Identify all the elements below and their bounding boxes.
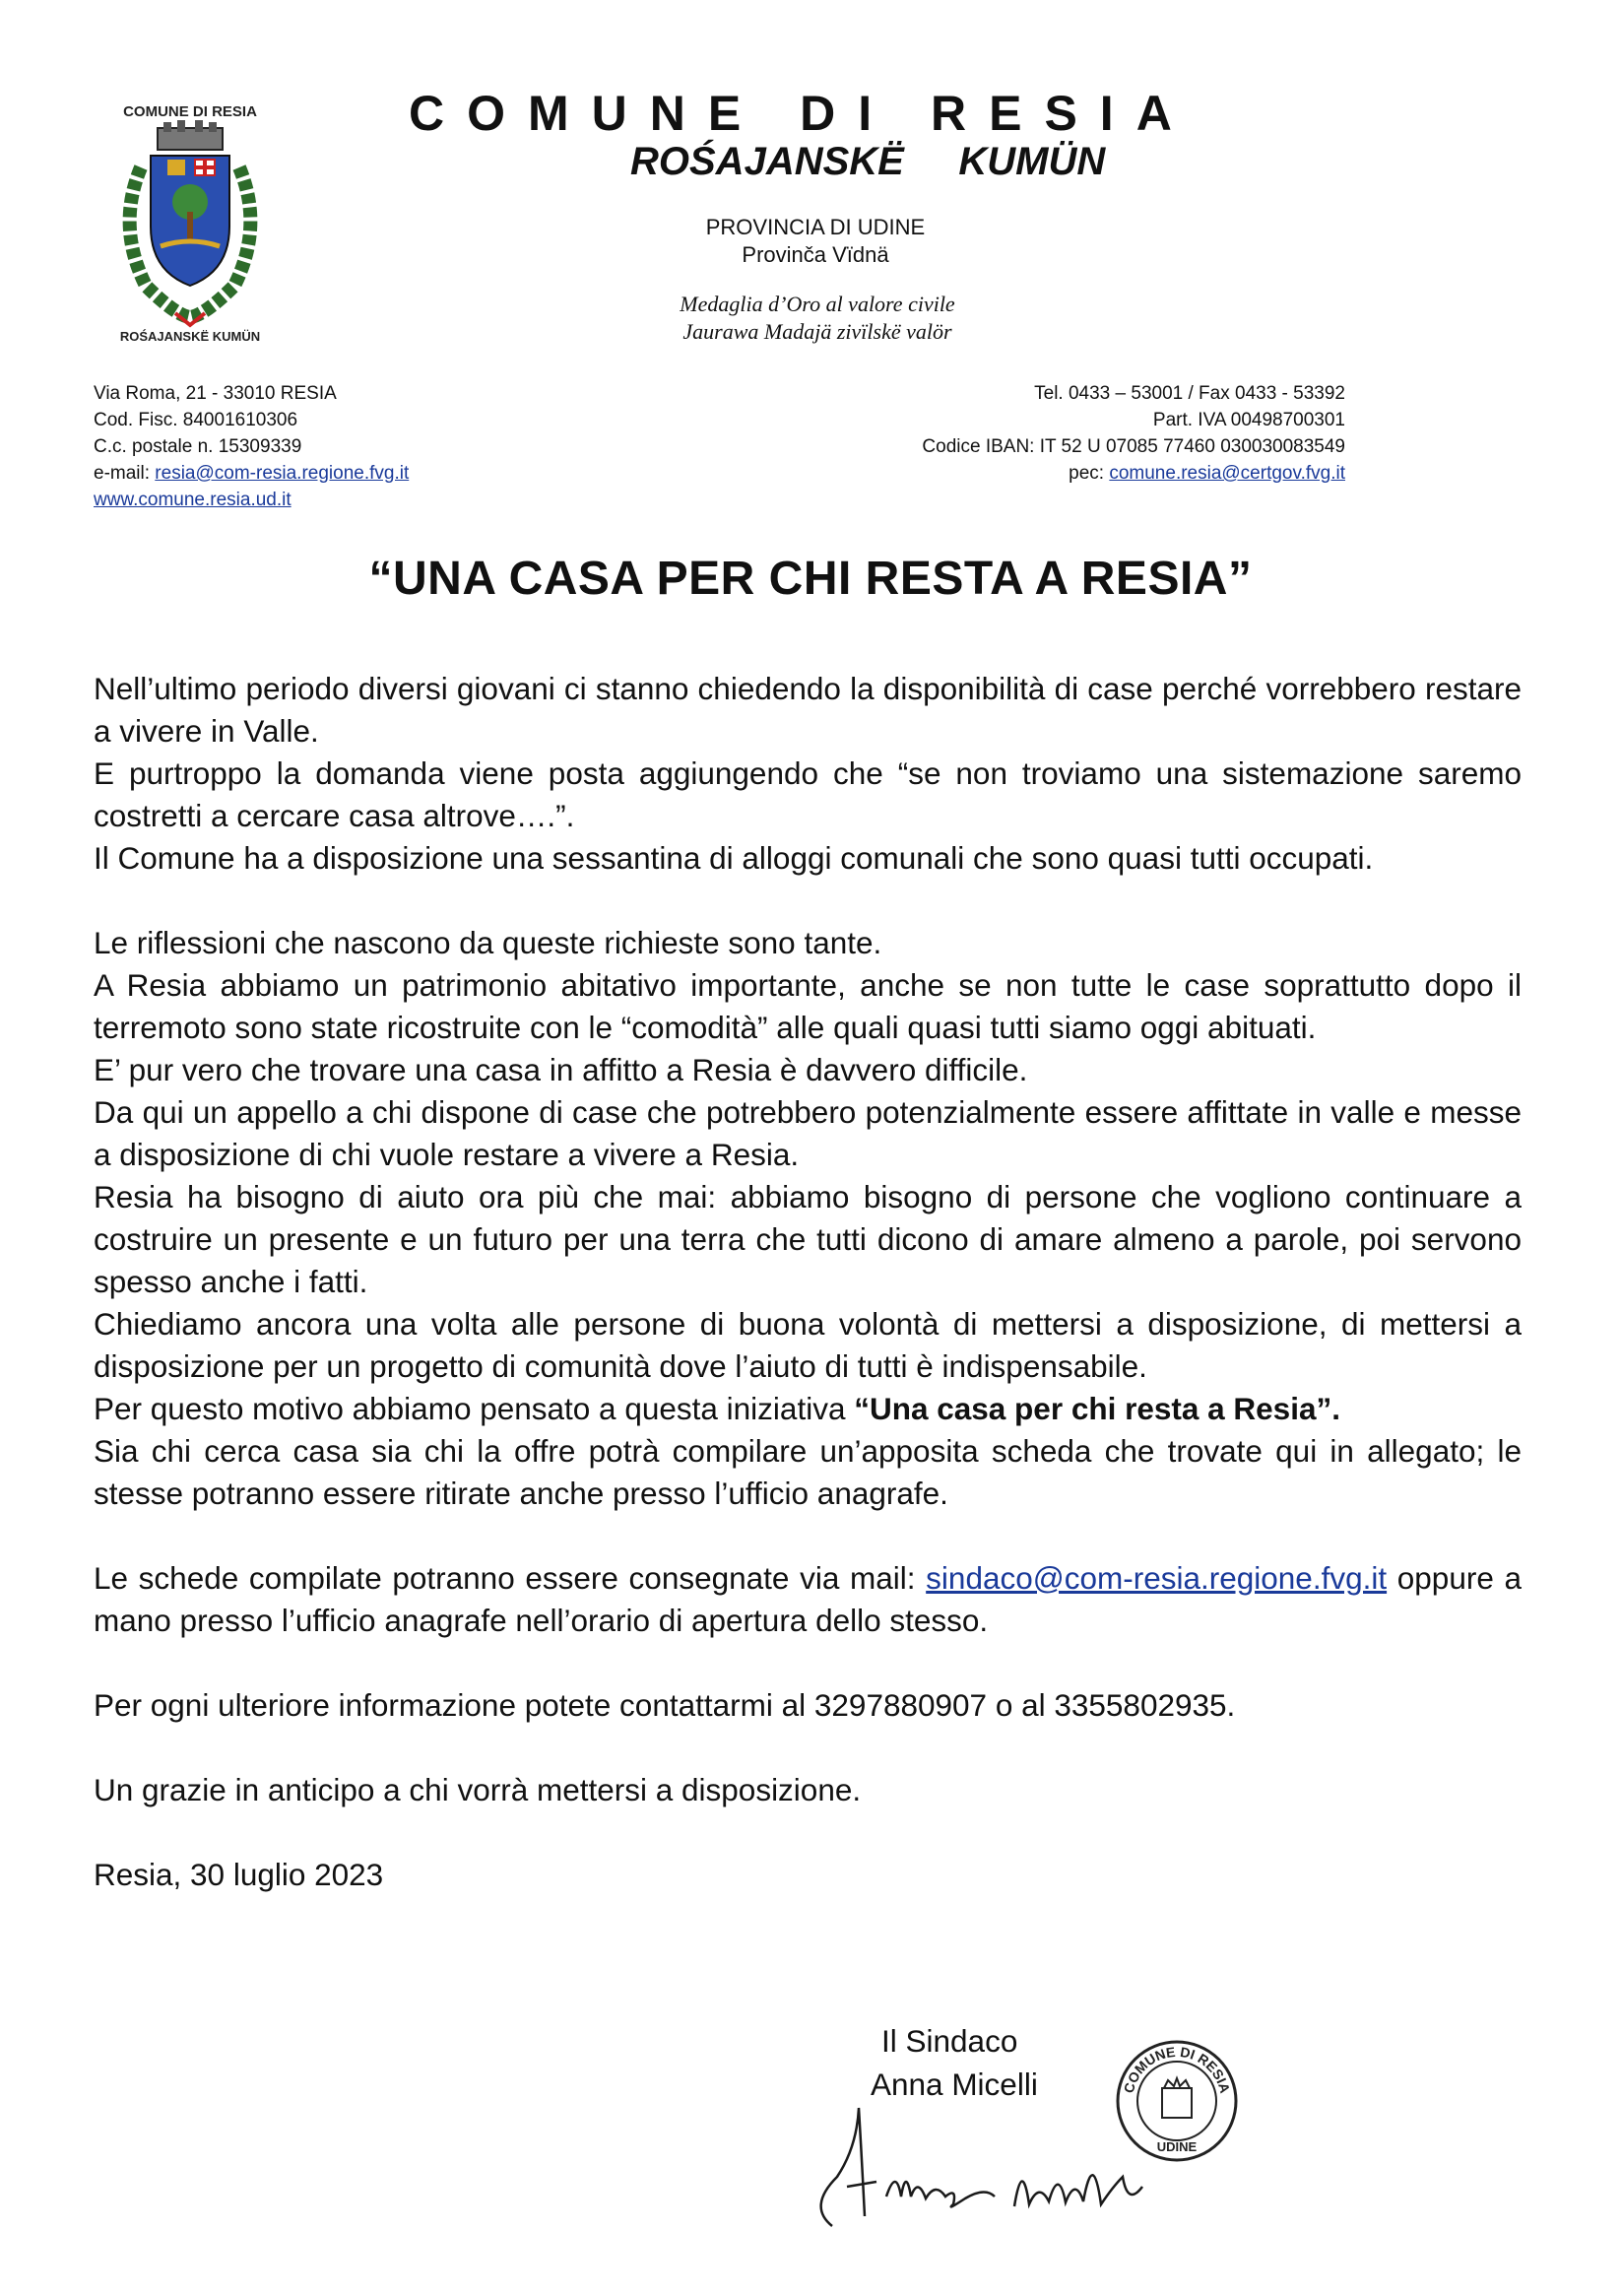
paragraph: E’ pur vero che trovare una casa in affitto a Resia è davvero difficile.: [94, 1052, 1028, 1087]
emblem-top-text: COMUNE DI RESIA: [123, 103, 257, 120]
signatory-name: Anna Micelli: [871, 2066, 1038, 2102]
place-date: Resia, 30 luglio 2023: [94, 1857, 384, 1892]
phone-fax: Tel. 0433 – 53001 / Fax 0433 - 53392: [1034, 383, 1345, 404]
postal-account: C.c. postale n. 15309339: [94, 436, 302, 457]
stamp-text: COMUNE DI RESIA: [1120, 2043, 1234, 2095]
document-heading: “UNA CASA PER CHI RESTA A RESIA”: [368, 553, 1253, 605]
paragraph: Sia chi cerca casa sia chi la offre potrà compilare un’apposita scheda che trovate qui in allegato; le stesse potranno essere ritirate anche presso l’ufficio anagrafe.: [94, 1433, 1522, 1511]
letter-body: [94, 668, 1522, 1896]
paragraph-text: Per questo motivo abbiamo pensato a questa iniziativa: [94, 1391, 855, 1426]
email-label: e-mail:: [94, 463, 156, 484]
address: Via Roma, 21 - 33010 RESIA: [94, 383, 337, 404]
mayor-email-link[interactable]: sindaco@com-resia.regione.fvg.it: [926, 1560, 1388, 1596]
paragraph: [94, 1388, 1522, 1430]
paragraph: Per ogni ulteriore informazione potete contattarmi al 3297880907 o al 3355802935.: [94, 1687, 1236, 1723]
paragraph-text: Le schede compilate potranno essere consegnate via mail:: [94, 1560, 927, 1596]
initiative-name: “Una casa per chi resta a Resia”.: [854, 1391, 1340, 1426]
paragraph: E purtroppo la domanda viene posta aggiungendo che “se non troviamo una sistemazione saremo costretti a cercare casa altrove….”.: [94, 755, 1522, 833]
paragraph: [94, 1557, 1522, 1642]
svg-text:COMUNE DI RESIA: [1121, 2044, 1234, 2095]
email-line: [94, 460, 409, 487]
stamp-bottom-text: UDINE: [1156, 2139, 1198, 2154]
signatory-role: Il Sindaco: [881, 2023, 1018, 2059]
paragraph: Il Comune ha a disposizione una sessantina di alloggi comunali che sono quasi tutti occupati.: [94, 840, 1374, 876]
pec-line: [922, 460, 1345, 487]
iban: Codice IBAN: IT 52 U 07085 77460 030030083549: [922, 436, 1345, 457]
emblem-bottom-text: ROŚAJANSKË KUMÜN: [119, 329, 261, 344]
paragraph: Nell’ultimo periodo diversi giovani ci stanno chiedendo la disponibilità di case perché vorrebbero restare a vivere in Valle.: [94, 671, 1522, 749]
paragraph: Chiediamo ancora una volta alle persone di buona volontà di mettersi a disposizione, di mettersi a disposizione per un progetto di comunità dove l’aiuto di tutti è indispensabile.: [94, 1306, 1522, 1384]
email-link[interactable]: resia@com-resia.regione.fvg.it: [155, 463, 410, 484]
province-local: Provinča Vïdnä: [742, 242, 889, 267]
paragraph: Le riflessioni che nascono da queste richieste sono tante.: [94, 925, 882, 960]
fiscal-code: Cod. Fisc. 84001610306: [94, 410, 298, 430]
pec-link[interactable]: comune.resia@certgov.fvg.it: [1109, 463, 1345, 484]
paragraph: Resia ha bisogno di aiuto ora più che mai: abbiamo bisogno di persone che vogliono continuare a costruire un presente e un futuro per una terra che tutti dicono di amare almeno a parole, poi servono spesso anche i fatti.: [94, 1179, 1522, 1299]
contacts-left: [94, 380, 409, 513]
municipality-subtitle: ROŚAJANSKË KUMÜN: [630, 140, 1106, 183]
paragraph: Da qui un appello a chi dispone di case che potrebbero potenzialmente essere affittate in valle e messe a disposizione di chi vuole restare a vivere a Resia.: [94, 1094, 1522, 1172]
pec-label: pec:: [1069, 463, 1110, 484]
province-italian: PROVINCIA DI UDINE: [705, 215, 926, 239]
medal-italian: Medaglia d’Oro al valore civile: [680, 292, 955, 316]
website-link[interactable]: www.comune.resia.ud.it: [94, 490, 292, 510]
medal-local: Jaurawa Madajä zivïlskë valör: [682, 319, 952, 344]
vat-number: Part. IVA 00498700301: [1152, 410, 1345, 430]
paragraph: A Resia abbiamo un patrimonio abitativo importante, anche se non tutte le case soprattutto dopo il terremoto sono state ricostruite con le “comodità” alle quali quasi tutti siamo oggi abituati.: [94, 967, 1522, 1045]
official-stamp-icon: [1113, 2037, 1241, 2165]
paragraph-text: oppure a mano presso l’ufficio anagrafe nell’orario di apertura dello stesso.: [94, 1560, 1523, 1638]
paragraph: Un grazie in anticipo a chi vorrà mettersi a disposizione.: [94, 1772, 862, 1807]
municipality-title: COMUNE DI RESIA: [409, 86, 1195, 141]
contacts-right: [922, 380, 1345, 487]
